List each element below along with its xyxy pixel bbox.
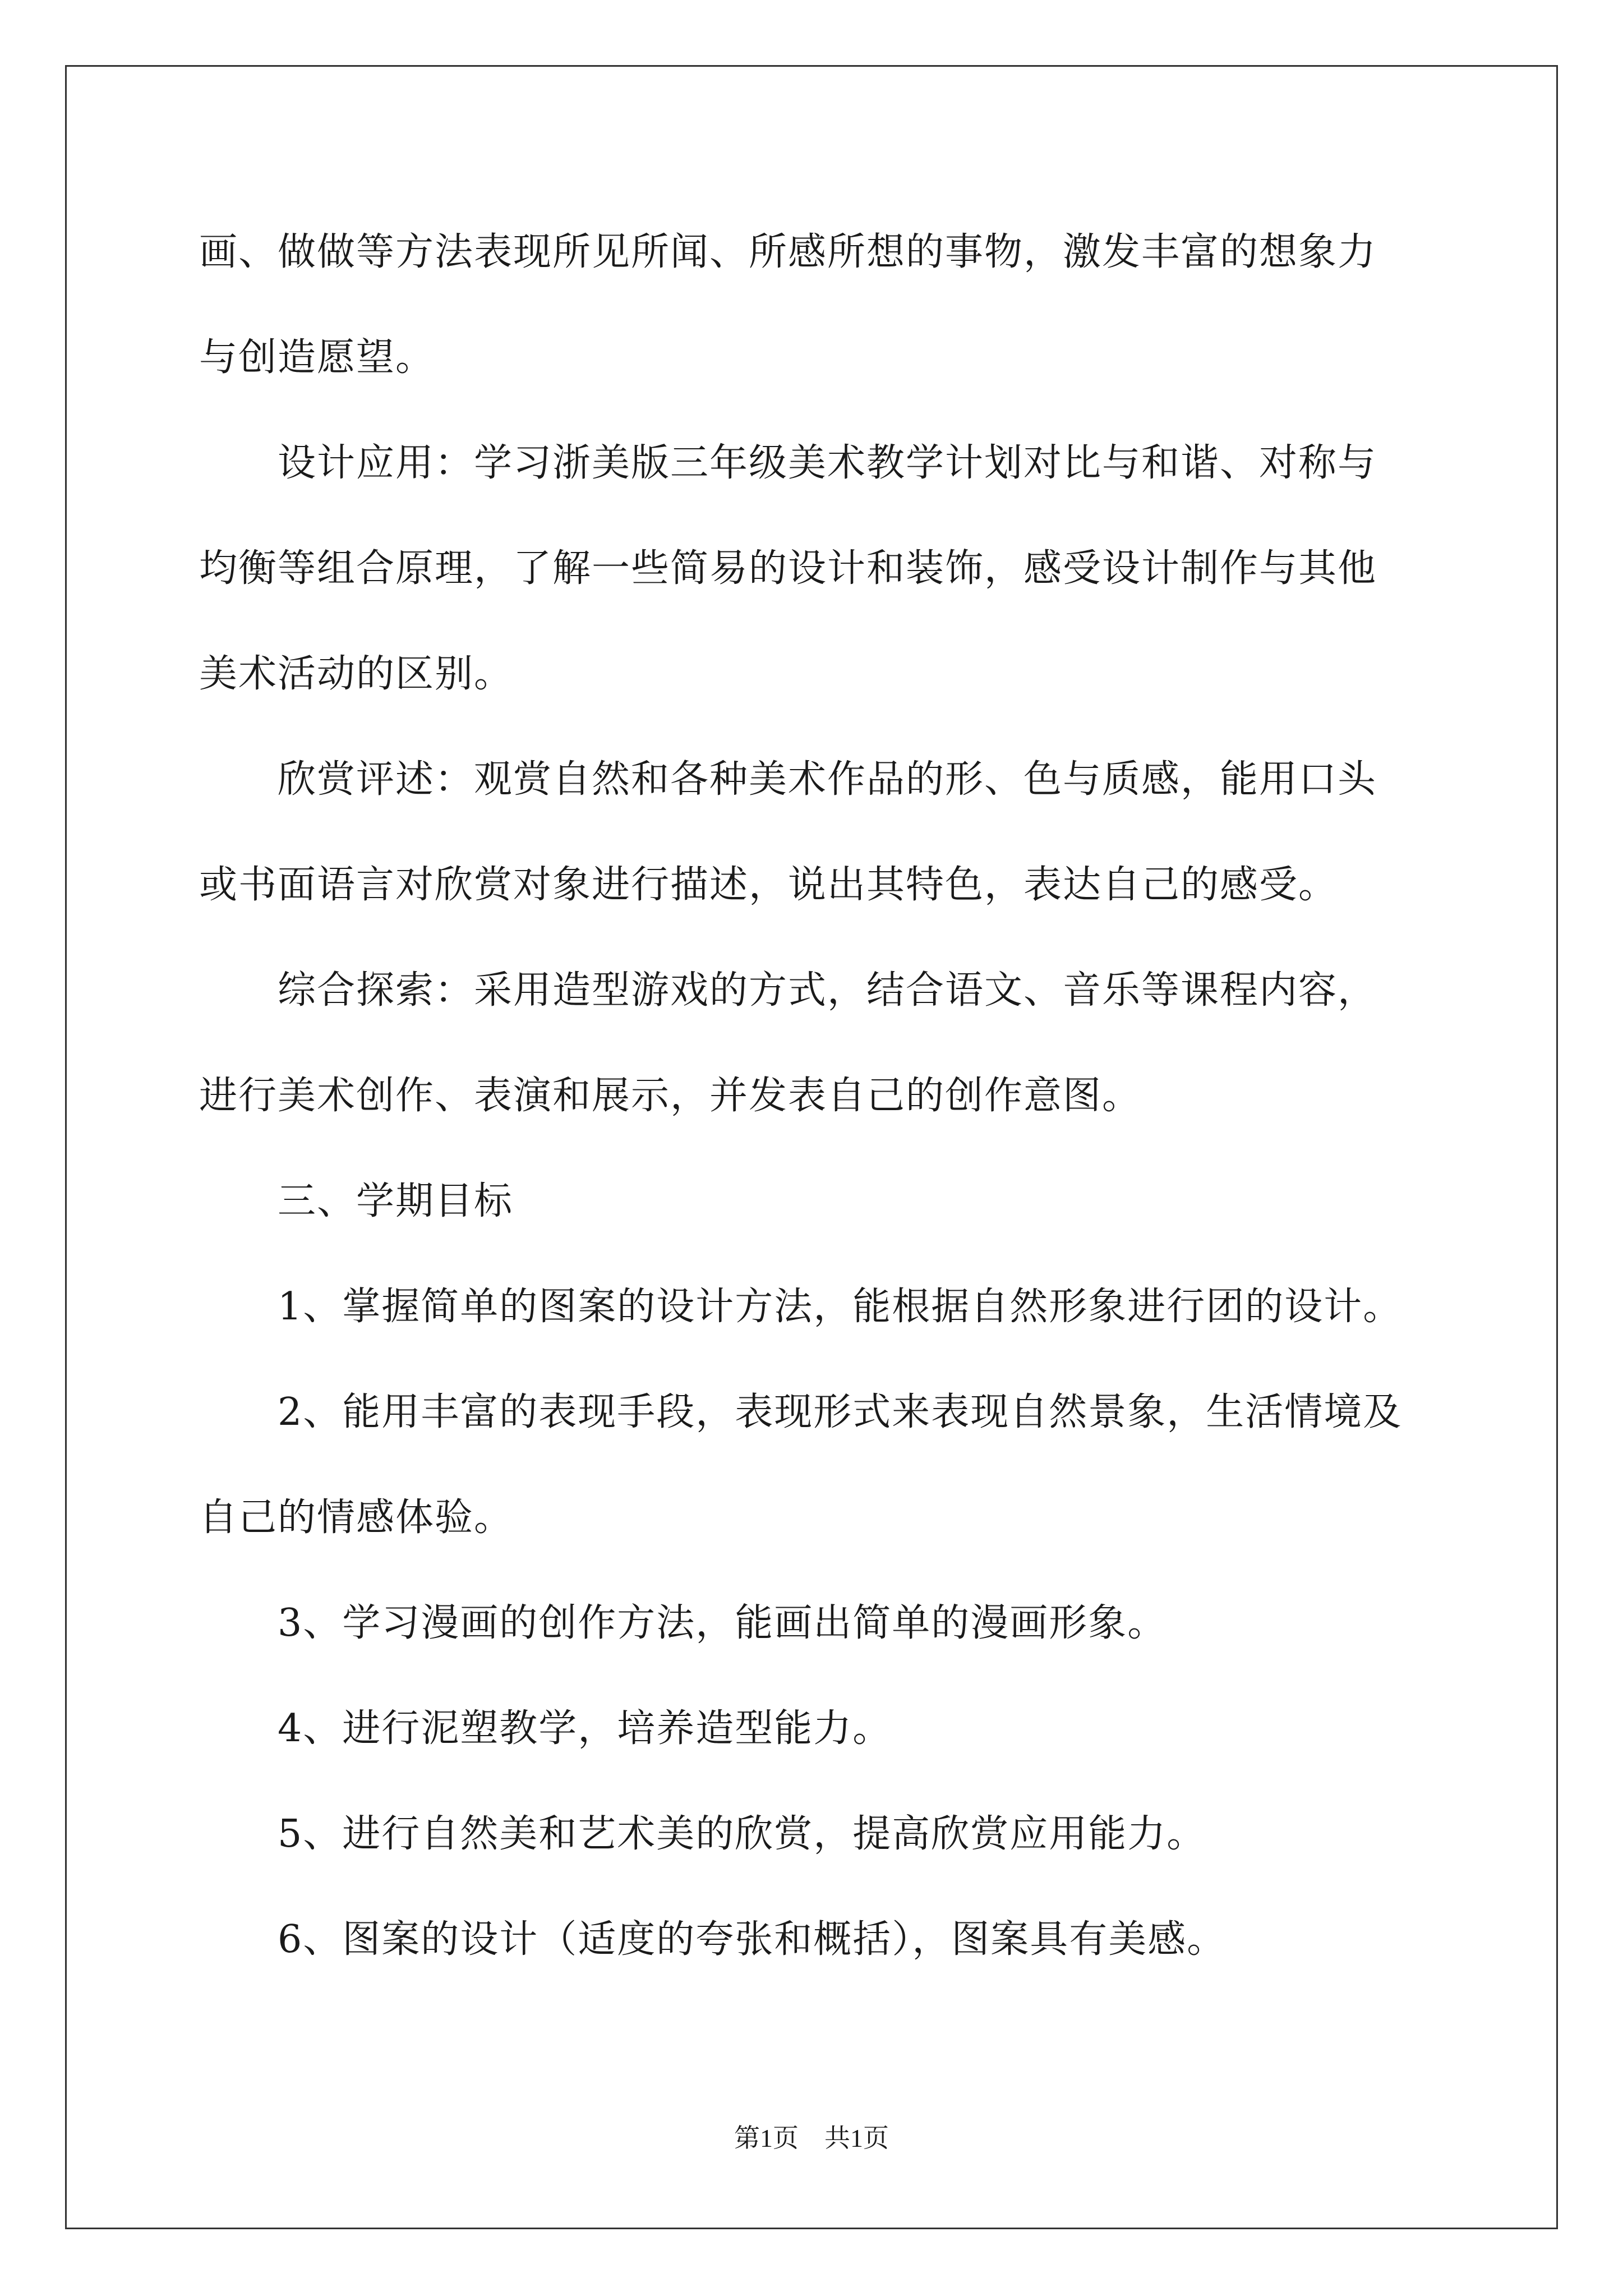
paragraph-line: 3、学习漫画的创作方法，能画出简单的漫画形象。: [278, 1601, 1167, 1645]
paragraph-line: 4、进行泥塑教学，培养造型能力。: [278, 1706, 892, 1751]
paragraph-line: 设计应用：学习浙美版三年级美术教学计划对比与和谐、对称与: [278, 441, 1377, 485]
paragraph-line: 5、进行自然美和艺术美的欣赏，提高欣赏应用能力。: [278, 1812, 1206, 1856]
paragraph-line: 自己的情感体验。: [199, 1496, 514, 1540]
paragraph-line: 进行美术创作、表演和展示，并发表自己的创作意图。: [199, 1074, 1142, 1118]
paragraph-line: 6、图案的设计（适度的夸张和概括），图案具有美感。: [278, 1917, 1227, 1962]
document-body: [199, 219, 1427, 2012]
page-footer: 第1页 共1页: [734, 2124, 889, 2152]
paragraph-line: 均衡等组合原理，了解一些简易的设计和装饰，感受设计制作与其他: [199, 546, 1377, 591]
paragraph-line: 1、掌握简单的图案的设计方法，能根据自然形象进行团的设计。: [278, 1285, 1403, 1329]
paragraph-line: 三、学期目标: [278, 1179, 514, 1223]
paragraph-line: 2、能用丰富的表现手段，表现形式来表现自然景象，生活情境及: [278, 1390, 1403, 1434]
paragraph-line: 画、做做等方法表现所见所闻、所感所想的事物，激发丰富的想象力: [199, 230, 1377, 274]
paragraph-line: 欣赏评述：观赏自然和各种美术作品的形、色与质感，能用口头: [278, 757, 1377, 802]
paragraph-line: 或书面语言对欣赏对象进行描述，说出其特色，表达自己的感受。: [199, 863, 1338, 907]
paragraph-line: 美术活动的区别。: [199, 652, 514, 696]
paragraph-line: 与创造愿望。: [199, 335, 435, 380]
paragraph-line: 综合探索：采用造型游戏的方式，结合语文、音乐等课程内容，: [278, 968, 1377, 1013]
